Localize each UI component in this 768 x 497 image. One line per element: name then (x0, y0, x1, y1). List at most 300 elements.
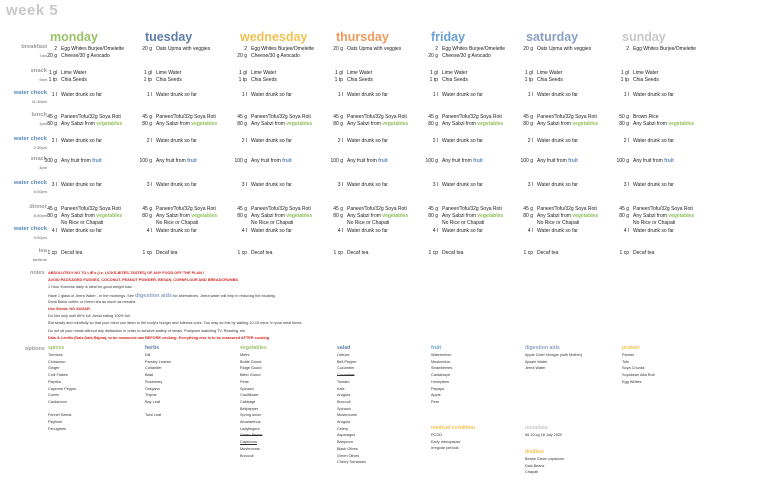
meal-line (234, 228, 292, 235)
meal-cell (425, 250, 463, 257)
meal-item: Any Sabzi from (347, 121, 383, 127)
meal-line (139, 121, 217, 128)
medical-condition: medical condition (431, 425, 476, 431)
option-item: Rosemary (145, 379, 163, 384)
meal-line (425, 213, 503, 220)
meal-line (330, 114, 408, 121)
meal-quantity: 4 l (432, 228, 438, 234)
option-item: Thyme (145, 393, 157, 398)
meal-item: Oats Upma with veggies (537, 46, 592, 52)
meal-item: Paneer/Tofu/32g Soya Roti (537, 206, 597, 212)
meal-quantity: 20 g (523, 46, 533, 52)
option-item: Cumin (48, 393, 59, 398)
option-item: Cantaloupe (431, 373, 451, 378)
meal-line (139, 46, 210, 53)
meal-quantity: 100 g (425, 158, 438, 164)
meal-line (330, 228, 388, 235)
meal-quantity: 2 l (527, 138, 533, 144)
meal-quantity: 4 l (527, 228, 533, 234)
meal-item: Water drunk so far (156, 92, 197, 98)
meal-item: No Rice or Chapati (442, 220, 485, 226)
note-tail: for alternatives. Jeera water will help in reducing the bloating. (172, 293, 276, 298)
option-item: Oregano (145, 386, 160, 391)
meal-item: Paneer/Tofu/32g Soya Roti (251, 114, 311, 120)
week-title: week 5 (6, 2, 59, 19)
meal-item: Any Sabzi from (537, 213, 573, 219)
vegetables-link: vegetables (382, 121, 409, 127)
meal-item: Water drunk so far (537, 182, 578, 188)
meal-quantity: 45 g (333, 114, 343, 120)
meal-quantity: 1 cp (523, 250, 533, 256)
meal-cell (425, 46, 505, 60)
meal-item: Paneer/Tofu/32g Soya Roti (537, 114, 597, 120)
meal-quantity: 20 g (333, 46, 343, 52)
option-item: Ajwain Water (525, 359, 548, 364)
medical-condition-item: Early menopause (431, 439, 461, 444)
meal-item: Chia Seeds (633, 77, 659, 83)
option-item: Cherry Tomatoes (337, 460, 366, 465)
meal-item: Paneer/Tofu/32g Soya Roti (61, 206, 121, 212)
option-item: Black Olives (337, 446, 358, 451)
meal-line (616, 114, 694, 121)
meal-item: Any Sabzi from (347, 213, 383, 219)
meal-quantity: 1 gl (429, 70, 438, 76)
note-line (48, 337, 269, 341)
meal-item: Water drunk so far (633, 92, 674, 98)
meal-cell (616, 92, 674, 99)
meal-line (425, 158, 483, 165)
meal-item: Water drunk so far (251, 228, 292, 234)
meal-item: Chia Seeds (61, 77, 87, 83)
meal-item: Water drunk so far (347, 228, 388, 234)
row-time: 1pm (39, 121, 47, 126)
meal-quantity: 3 l (241, 182, 247, 188)
meal-item: Paneer/Tofu/32g Soya Roti (347, 114, 407, 120)
meal-item: Cheese/30 g Avocado (251, 53, 300, 59)
meal-quantity: 4 l (241, 228, 247, 234)
note-text: Eat slowly and mindfully so that your mind can listen to the body's hunger and fullness cues. You may do this by waiting 10-15 mins. In your meal times. (48, 321, 303, 326)
option-item: Cayenne Pepper (48, 386, 77, 391)
option-heading-spices: spices (48, 345, 65, 351)
meal-line (425, 53, 505, 60)
meal-cell (520, 138, 578, 145)
meal-quantity: 80 g (619, 213, 629, 219)
meal-cell (234, 114, 312, 128)
meal-line (139, 250, 177, 257)
meal-line (234, 250, 272, 257)
meal-item: Any Sabzi from (633, 121, 669, 127)
meal-item: No Rice or Chapati (347, 220, 390, 226)
meal-item: Paneer/Tofu/32g Soya Roti (61, 114, 121, 120)
option-heading-vegetables: vegetables (240, 345, 267, 351)
meal-line (139, 206, 217, 213)
meal-line (234, 53, 314, 60)
meal-line (330, 138, 388, 145)
meal-cell (330, 138, 388, 145)
option-item: Tulsi Leaf (145, 413, 162, 418)
meal-quantity: 1 l (51, 92, 57, 98)
meal-line (425, 250, 463, 257)
option-item: Arugula (337, 393, 351, 398)
fruit-link: fruit (92, 158, 102, 164)
meal-item: No Rice or Chapati (156, 220, 199, 226)
meal-item: Egg Whites Burjee/Omelette (251, 46, 315, 52)
note-line (48, 330, 246, 334)
meal-line (139, 220, 217, 227)
option-item: Spinach (337, 406, 351, 411)
option-item: Papaya (431, 386, 444, 391)
note-text: Do not sit your meals without any distraction in order to achieve satiety of meals. Postpone watching TV, Reading, etc. (48, 328, 247, 333)
meal-line (234, 206, 312, 213)
meal-line (44, 92, 102, 99)
meal-item: Egg Whites Burjee/Omelette (61, 46, 125, 52)
option-item: Spring onion (240, 413, 262, 418)
meal-cell (139, 70, 182, 84)
meal-item: Any Sabzi from (442, 213, 478, 219)
meal-line (616, 250, 654, 257)
meal-item: Any Sabzi from (251, 213, 287, 219)
meal-item: No Rice or Chapati (61, 220, 104, 226)
meal-item: Water drunk so far (633, 228, 674, 234)
meal-quantity: 3 l (432, 182, 438, 188)
meal-cell (139, 228, 197, 235)
option-item: Spinach (240, 386, 254, 391)
meal-item: Cheese/30 g Avocado (442, 53, 491, 59)
meal-item: No Rice or Chapati (537, 220, 580, 226)
meal-line (520, 138, 578, 145)
note-line (48, 301, 136, 305)
meal-cell (139, 182, 197, 189)
digestion-aids-link: digestion aids (135, 292, 173, 299)
meal-line (44, 206, 122, 213)
meal-item: Chia Seeds (442, 77, 468, 83)
meal-quantity: 45 g (619, 206, 629, 212)
vegetables-link: vegetables (382, 213, 409, 219)
meal-line (330, 220, 408, 227)
meal-line (139, 182, 197, 189)
meal-quantity: 4 l (623, 228, 629, 234)
meal-line (330, 213, 408, 220)
meal-cell (139, 206, 217, 227)
option-item: Apple (431, 393, 441, 398)
meal-quantity: 45 g (523, 206, 533, 212)
note-text: ABSOLUTELY NO TO LIE's (i.e. LICKS-BITES-TASTES) OF ANY FOOD OFF THE PLAN ! (48, 271, 205, 275)
meal-line (234, 114, 312, 121)
meal-item: Any Sabzi from (156, 213, 192, 219)
meal-item: Paneer/Tofu/32g Soya Roti (633, 206, 693, 212)
row-time: 9:00pm (33, 235, 47, 240)
meal-line (520, 182, 578, 189)
meal-line (616, 121, 694, 128)
meal-item: Paneer/Tofu/32g Soya Roti (347, 206, 407, 212)
row-time: 2:30pm (33, 145, 47, 150)
meal-line (330, 121, 408, 128)
meal-quantity: 1 tp (238, 77, 247, 83)
meal-quantity: 2 l (337, 138, 343, 144)
meal-item: Decaf tea (156, 250, 178, 256)
meal-cell (520, 206, 598, 227)
option-item: Broccoli (337, 399, 351, 404)
meal-line (616, 92, 674, 99)
meal-item: Water drunk so far (156, 138, 197, 144)
meal-line (520, 70, 563, 77)
meal-quantity: 45 g (333, 206, 343, 212)
meal-line (44, 77, 87, 84)
option-item: Tofu (622, 359, 630, 364)
note-text: AVOID PACKAGED FUDGES, COCONUT, PEANUT POWDER, BESAN, CORNFLOUR AND BREADCRUMBS (48, 278, 238, 283)
meal-line (330, 92, 388, 99)
meal-item: Egg Whites Burjee/Omelette (442, 46, 506, 52)
meal-quantity: 80 g (428, 121, 438, 127)
meal-line (44, 158, 102, 165)
meal-line (425, 228, 483, 235)
meal-line (425, 46, 505, 53)
meal-line (330, 77, 373, 84)
meal-quantity: 1 tp (143, 77, 152, 83)
option-item: Bottle Gourd (240, 359, 262, 364)
vegetables-link: vegetables (572, 121, 599, 127)
meal-line (520, 228, 578, 235)
option-item: Fennel Seeds (48, 413, 72, 418)
meal-cell (44, 250, 82, 257)
note-line (48, 279, 238, 283)
meal-cell (44, 114, 122, 128)
meal-quantity: 3 l (623, 182, 629, 188)
meal-quantity: 100 g (44, 158, 57, 164)
meal-cell (44, 46, 124, 60)
option-item: Amaranthus (240, 420, 261, 424)
meal-quantity: 45 g (47, 206, 57, 212)
option-item: Cardamom (48, 399, 67, 404)
meal-cell (425, 182, 483, 189)
meal-cell (330, 158, 388, 165)
meal-cell (234, 92, 292, 99)
meal-quantity: 2 l (432, 138, 438, 144)
option-item: Ridge Gourd (240, 366, 262, 371)
meal-item: Any fruit from (442, 158, 474, 164)
option-item: Basil (145, 373, 154, 378)
meal-cell (330, 206, 408, 227)
meal-quantity: 100 g (616, 158, 629, 164)
meal-line (139, 138, 197, 145)
note-line (48, 294, 276, 300)
meal-quantity: 1 l (337, 92, 343, 98)
meal-quantity: 1 gl (334, 70, 343, 76)
option-item: Parsley Leaves (145, 359, 171, 364)
option-item: Cauliflower (240, 393, 259, 398)
meal-line (425, 206, 503, 213)
meal-line (234, 158, 292, 165)
meal-line (330, 158, 388, 165)
vegetables-link: vegetables (96, 213, 123, 219)
option-item: Pear (431, 399, 440, 404)
meal-quantity: 45 g (142, 206, 152, 212)
meal-line (425, 70, 468, 77)
row-time: 9am (39, 77, 47, 82)
row-time: 4pm (39, 165, 47, 170)
meal-line (234, 77, 277, 84)
option-item: Dill (145, 353, 151, 357)
meal-item: Chia Seeds (537, 77, 563, 83)
option-item: Soyabean Atta Roti (622, 373, 655, 378)
meal-item: Water drunk so far (61, 182, 102, 188)
note-line (48, 322, 302, 326)
row-time: bedtime (32, 257, 47, 262)
option-item: Celery (337, 426, 348, 431)
meal-item: Water drunk so far (61, 138, 102, 144)
meal-quantity: 20 g (237, 53, 247, 59)
meal-quantity: 1 gl (524, 70, 533, 76)
meal-cell (330, 46, 401, 53)
meal-item: Water drunk so far (251, 182, 292, 188)
meal-item: Any Sabzi from (537, 121, 573, 127)
meal-line (616, 77, 659, 84)
meal-item: Lime Water (61, 70, 87, 76)
option-item: Ginger (48, 366, 60, 371)
meal-line (44, 46, 124, 53)
meal-cell (520, 250, 558, 257)
meal-quantity: 2 (54, 46, 57, 52)
meal-quantity: 80 g (237, 213, 247, 219)
option-heading-protein: protein (622, 345, 640, 351)
vegetables-link: vegetables (286, 121, 313, 127)
meal-line (520, 206, 598, 213)
option-item: Psyllium (48, 420, 63, 424)
meal-quantity: 80 g (47, 121, 57, 127)
fruit-link: fruit (282, 158, 292, 164)
meal-line (330, 250, 368, 257)
option-item: Arugula (337, 420, 351, 424)
vegetables-link: vegetables (286, 213, 313, 219)
meal-line (616, 213, 694, 220)
meal-line (139, 77, 182, 84)
meal-quantity: 1 l (623, 92, 629, 98)
meal-item: Any fruit from (61, 158, 93, 164)
option-item: Muskmelon (431, 359, 451, 364)
meal-item: Decaf tea (347, 250, 369, 256)
dislikes-item: Beans Green capsicum (525, 457, 565, 461)
meal-cell (139, 46, 210, 53)
meal-quantity: 3 l (527, 182, 533, 188)
option-item: Capsicum (240, 440, 257, 445)
note-text: Drink Black coffee or Green tea as much as needed. (48, 299, 137, 304)
meal-item: Any fruit from (251, 158, 283, 164)
option-item: Lettuce (337, 353, 350, 357)
meal-line (330, 70, 373, 77)
meal-quantity: 1 gl (238, 70, 247, 76)
meal-item: Any Sabzi from (61, 121, 97, 127)
meal-item: Any Sabzi from (61, 213, 97, 219)
meal-line (616, 46, 696, 53)
note-text: Do Not only until 80% full. Avoid eating 100% full. (48, 314, 131, 319)
row-label: water check (13, 136, 47, 142)
meal-line (520, 114, 598, 121)
meal-line (520, 92, 578, 99)
meal-line (616, 70, 659, 77)
meal-line (44, 182, 102, 189)
option-item: Peas (240, 379, 249, 384)
meal-item: Water drunk so far (442, 138, 483, 144)
meal-quantity: 80 g (523, 213, 533, 219)
meal-cell (234, 70, 277, 84)
note-text: Have 1 glass of Jeera Water - in the mornings. See (48, 293, 136, 298)
meal-line (44, 53, 124, 60)
meal-quantity: 1 gl (143, 70, 152, 76)
meal-quantity: 80 g (333, 121, 343, 127)
meal-line (425, 92, 483, 99)
meal-item: Paneer/Tofu/32g Soya Roti (251, 206, 311, 212)
meal-quantity: 45 g (47, 114, 57, 120)
meal-line (234, 220, 312, 227)
meal-item: Any Sabzi from (633, 213, 669, 219)
meal-cell (616, 138, 674, 145)
meal-line (234, 138, 292, 145)
meal-cell (616, 46, 696, 53)
meal-cell (234, 182, 292, 189)
meal-item: Decaf tea (442, 250, 464, 256)
vegetables-link: vegetables (191, 121, 218, 127)
vegetables-link: vegetables (477, 121, 504, 127)
vegetables-link: vegetables (572, 213, 599, 219)
meal-cell (44, 92, 102, 99)
row-time: 6:00pm (33, 189, 47, 194)
meal-quantity: 2 l (146, 138, 152, 144)
fruit-link: fruit (664, 158, 674, 164)
meal-cell (425, 70, 468, 84)
meal-item: Lime Water (251, 70, 277, 76)
meal-line (520, 250, 558, 257)
meal-item: Water drunk so far (537, 92, 578, 98)
meal-cell (44, 158, 102, 165)
meal-item: Brown Rice (633, 114, 659, 120)
meal-quantity: 1 l (432, 92, 438, 98)
meal-quantity: 1 gl (48, 70, 57, 76)
meal-cell (425, 158, 483, 165)
meal-item: Chia Seeds (347, 77, 373, 83)
meal-item: Oats Upma with veggies (347, 46, 402, 52)
meal-item: Lime Water (633, 70, 659, 76)
meal-line (425, 138, 483, 145)
meal-quantity: 1 cp (428, 250, 438, 256)
meal-line (44, 250, 82, 257)
meal-cell (520, 158, 578, 165)
meal-quantity: 45 g (237, 206, 247, 212)
meal-cell (234, 250, 272, 257)
meal-quantity: 80 g (428, 213, 438, 219)
meal-item: Any Sabzi from (251, 121, 287, 127)
note-line (48, 272, 204, 276)
meal-quantity: 1 tp (524, 77, 533, 83)
meal-item: Lime Water (347, 70, 373, 76)
meal-cell (330, 182, 388, 189)
meal-item: Water drunk so far (442, 92, 483, 98)
meal-line (425, 77, 468, 84)
meal-item: Decaf tea (633, 250, 655, 256)
dislikes: dislikes (525, 449, 545, 455)
row-label: dinner (29, 204, 47, 210)
meal-line (234, 46, 314, 53)
meal-cell (139, 158, 197, 165)
vegetables-link: vegetables (191, 213, 218, 219)
meal-item: Lime Water (442, 70, 468, 76)
meal-line (44, 220, 122, 227)
meal-item: Water drunk so far (61, 228, 102, 234)
meal-quantity: 2 l (51, 138, 57, 144)
option-item: Mushrooms (240, 446, 260, 451)
medical-condition-item: PCOD (431, 433, 442, 437)
row-label: breakfast (21, 44, 47, 50)
note-line (48, 315, 131, 319)
